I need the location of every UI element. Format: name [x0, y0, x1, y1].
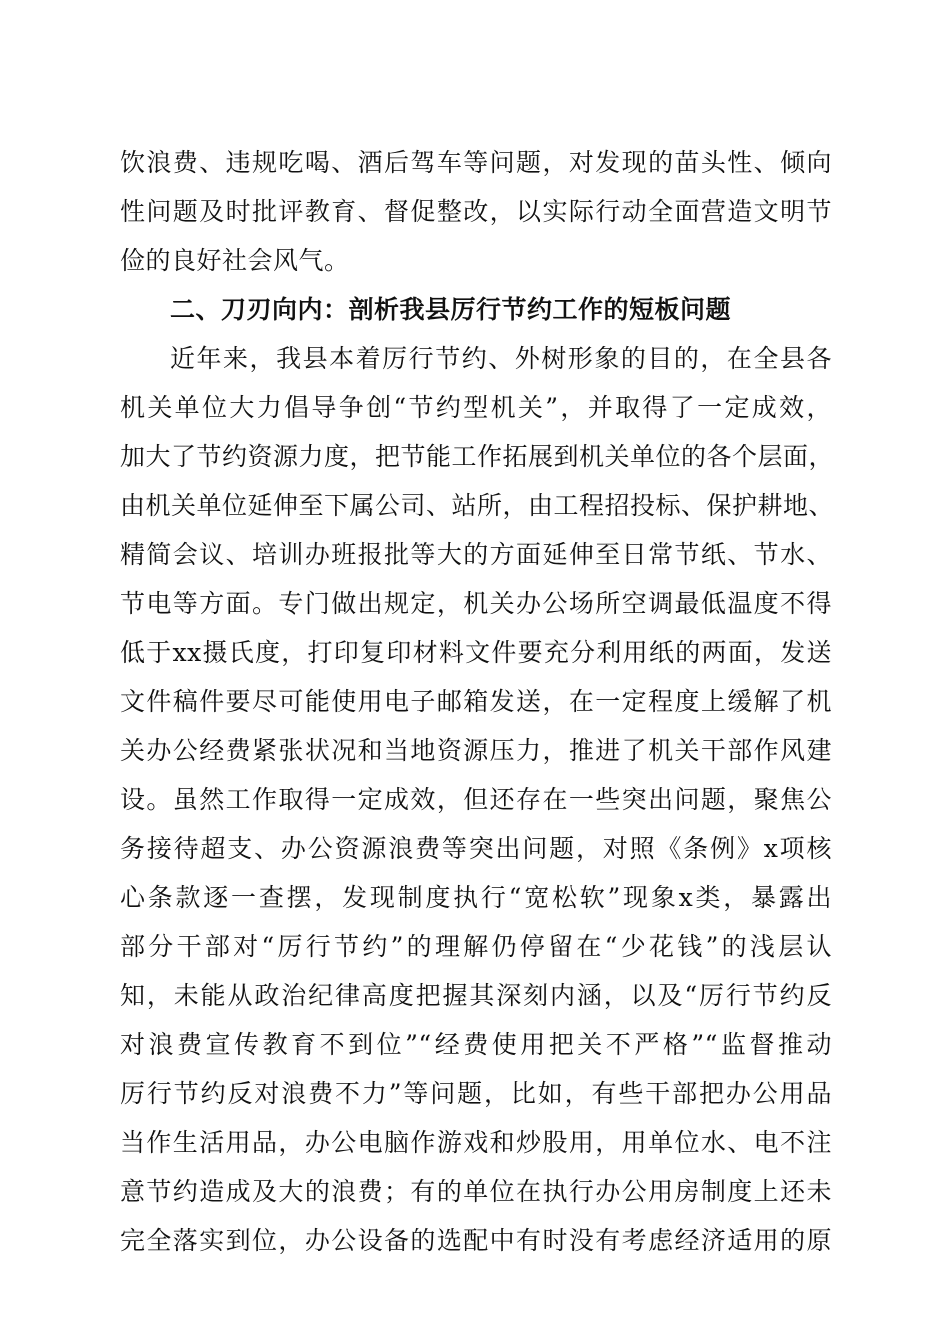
text-line: 务接待超支、办公资源浪费等突出问题，对照《条例》x项核 — [120, 834, 832, 863]
text-line: 低于xx摄氏度，打印复印材料文件要充分利用纸的两面，发送 — [120, 638, 832, 667]
text-line: 加大了节约资源力度，把节能工作拓展到机关单位的各个层面， — [120, 442, 835, 471]
text-line: 节电等方面。专门做出规定，机关办公场所空调最低温度不得 — [120, 589, 832, 618]
text-line: 由机关单位延伸至下属公司、站所，由工程招投标、保护耕地、 — [120, 491, 835, 520]
text-line: 机关单位大力倡导争创“节约型机关”，并取得了一定成效， — [120, 393, 832, 422]
text-line: 完全落实到位，办公设备的选配中有时没有考虑经济适用的原 — [120, 1226, 832, 1255]
text-line: 心条款逐一查摆，发现制度执行“宽松软”现象x类，暴露出 — [120, 883, 832, 912]
text-line: 俭的良好社会风气。 — [120, 246, 350, 275]
section-heading-block — [120, 285, 832, 334]
text-line: 对浪费宣传教育不到位”“经费使用把关不严格”“监督推动 — [120, 1030, 832, 1059]
text-line: 当作生活用品，办公电脑作游戏和炒股用，用单位水、电不注 — [120, 1128, 832, 1157]
text-line: 知，未能从政治纪律高度把握其深刻内涵，以及“厉行节约反 — [120, 981, 832, 1010]
text-line: 部分干部对“厉行节约”的理解仍停留在“少花钱”的浅层认 — [120, 932, 832, 961]
text-line: 文件稿件要尽可能使用电子邮箱发送，在一定程度上缓解了机 — [120, 687, 832, 716]
text-line: 关办公经费紧张状况和当地资源压力，推进了机关干部作风建 — [120, 736, 832, 765]
body-paragraph — [120, 334, 835, 1265]
text-line: 厉行节约反对浪费不力”等问题，比如，有些干部把办公用品 — [120, 1079, 832, 1108]
text-line: 饮浪费、违规吃喝、酒后驾车等问题，对发现的苗头性、倾向 — [120, 148, 832, 177]
text-line: 近年来，我县本着厉行节约、外树形象的目的，在全县各 — [170, 344, 832, 373]
section-heading: 二、刀刃向内：剖析我县厉行节约工作的短板问题 — [170, 295, 732, 324]
text-line: 精简会议、培训办班报批等大的方面延伸至日常节纸、节水、 — [120, 540, 832, 569]
text-line: 设。虽然工作取得一定成效，但还存在一些突出问题，聚焦公 — [120, 785, 832, 814]
text-line: 意节约造成及大的浪费；有的单位在执行办公用房制度上还未 — [120, 1177, 832, 1206]
text-line: 性问题及时批评教育、督促整改，以实际行动全面营造文明节 — [120, 197, 832, 226]
continued-paragraph — [120, 138, 832, 285]
